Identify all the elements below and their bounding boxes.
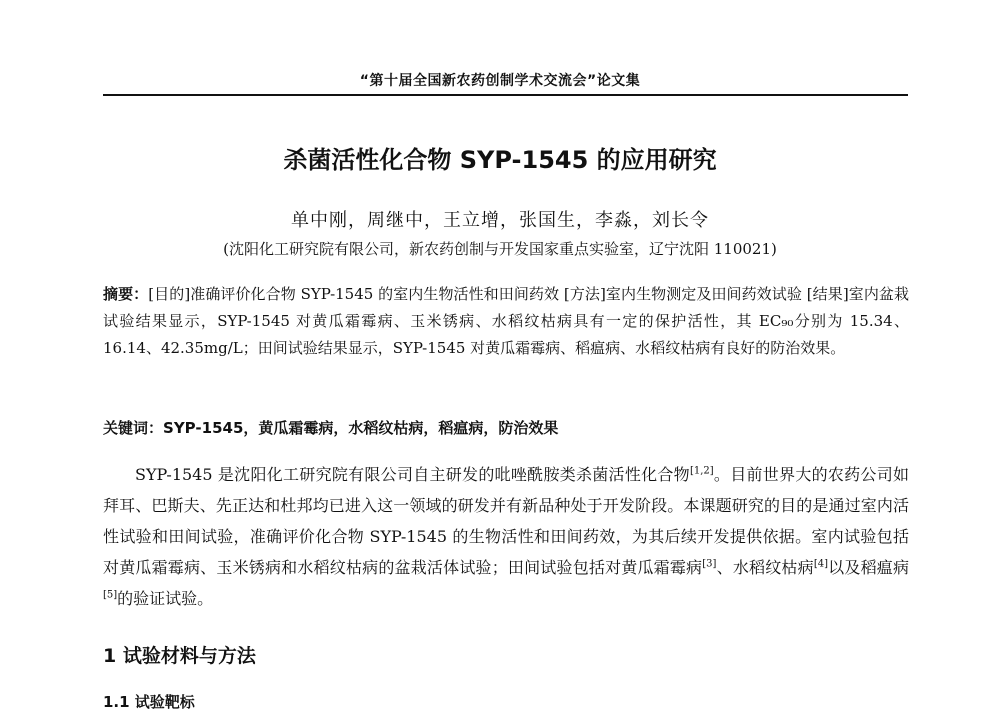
intro-text-3: 、水稻纹枯病: [716, 558, 814, 577]
intro-text-5: 的验证试验。: [117, 589, 214, 608]
affiliation: (沈阳化工研究院有限公司，新农药创制与开发国家重点实验室，辽宁沈阳 110021): [223, 240, 777, 258]
header-rule: [103, 94, 908, 96]
citation-5: [5]: [103, 589, 118, 601]
keywords-label: 关键词：: [103, 419, 164, 437]
keywords-text: SYP-1545，黄瓜霜霉病，水稻纹枯病，稻瘟病，防治效果: [163, 419, 559, 437]
abstract: [103, 281, 909, 362]
intro-text-1: SYP-1545 是沈阳化工研究院有限公司自主研发的吡唑酰胺类杀菌活性化合物: [135, 465, 690, 484]
abstract-text: [目的]准确评价化合物 SYP-1545 的室内生物活性和田间药效 [方法]室内生物测定及田间药效试验 [结果]室内盆栽试验结果显示，SYP-1545 对黄瓜霜霉病、玉米锈病、水稻纹枯病具有一定的保护活性，其 EC₉₀分别为 15.34、16.14、42.35mg/L；田间试验结果显示，SYP-1545 对黄瓜霜霉病、稻瘟病、水稻纹枯病有良好的防治效果。: [103, 285, 909, 357]
keywords: [103, 417, 909, 438]
intro-paragraph: [103, 459, 909, 614]
citation-4: [4]: [813, 558, 828, 570]
abstract-label: 摘要：: [103, 285, 149, 303]
citation-1-2: [1,2]: [689, 465, 714, 477]
subsection-heading: 1.1 试验靶标: [103, 693, 195, 711]
paper-title: 杀菌活性化合物 SYP-1545 的应用研究: [283, 146, 717, 174]
intro-text-2: 。目前世界大的农药公司如拜耳、巴斯夫、先正达和杜邦均已进入这一领域的研发并有新品种处于开发阶段。本课题研究的目的是通过室内活性试验和田间试验，准确评价化合物 SYP-1545 的生物活性和田间药效，为其后续开发提供依据。室内试验包括对黄瓜霜霉病、玉米锈病和水稻纹枯病的盆栽活体试验；田间试验包括对黄瓜霜霉病: [103, 465, 909, 577]
citation-3: [3]: [702, 558, 717, 570]
intro-text-4: 以及稻瘟病: [827, 558, 909, 577]
section-heading: 1 试验材料与方法: [103, 645, 256, 667]
author-list: 单中刚，周继中，王立增，张国生，李淼，刘长令: [291, 210, 709, 231]
running-header: “第十届全国新农药创制学术交流会”论文集: [359, 73, 641, 89]
